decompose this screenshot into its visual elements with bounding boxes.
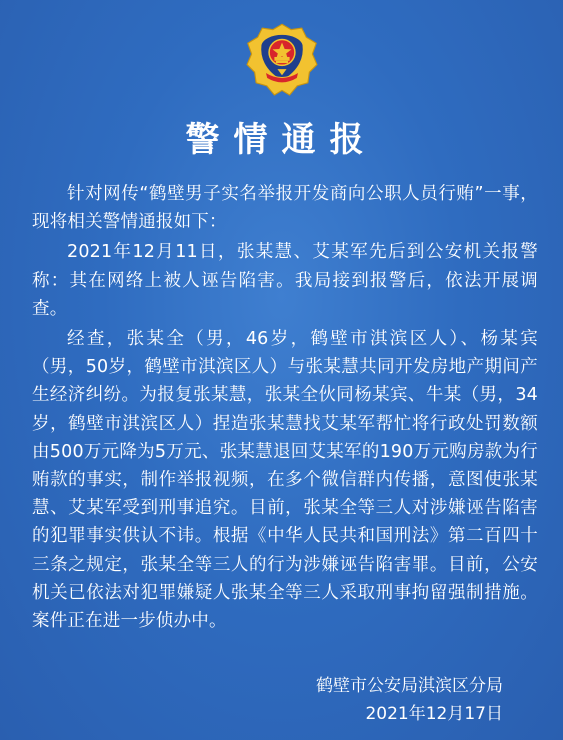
police-emblem-icon (244, 22, 320, 98)
notice-body (32, 180, 538, 635)
issue-date: 2021年12月17日 (365, 704, 503, 724)
signature-block (316, 672, 503, 728)
paragraph-intro: 针对网传“鹤壁男子实名举报开发商向公职人员行贿”一事，现将相关警情通报如下： (32, 184, 538, 233)
paragraph-findings: 经查，张某全（男，46岁，鹤壁市淇滨区人）、杨某宾（男，50岁，鹤壁市淇滨区人）与张某慧共同开发房地产期间产生经济纠纷。为报复张某慧，张某全伙同杨某宾、牛某（男，34岁，鹤壁市淇滨区人）捏造张某慧找艾某军帮忙将行政处罚数额由500万元降为5万元、张某慧退回艾某军的190万元购房款为行贿款的事实，制作举报视频，在多个微信群内传播，意图使张某慧、艾某军受到刑事追究。目前，张某全等三人对涉嫌诬告陷害的犯罪事实供认不讳。根据《中华人民共和国刑法》第二百四十三条之规定，张某全等三人的行为涉嫌诬告陷害罪。目前，公安机关已依法对犯罪嫌疑人张某全等三人采取刑事拘留强制措施。案件正在进一步侦办中。 (32, 329, 538, 632)
issuing-organization: 鹤壁市公安局淇滨区分局 (316, 676, 503, 696)
paragraph-report: 2021年12月11日，张某慧、艾某军先后到公安机关报警称：其在网络上被人诬告陷害。我局接到报警后，依法开展调查。 (32, 242, 538, 319)
page-title: 警情通报 (185, 120, 378, 160)
